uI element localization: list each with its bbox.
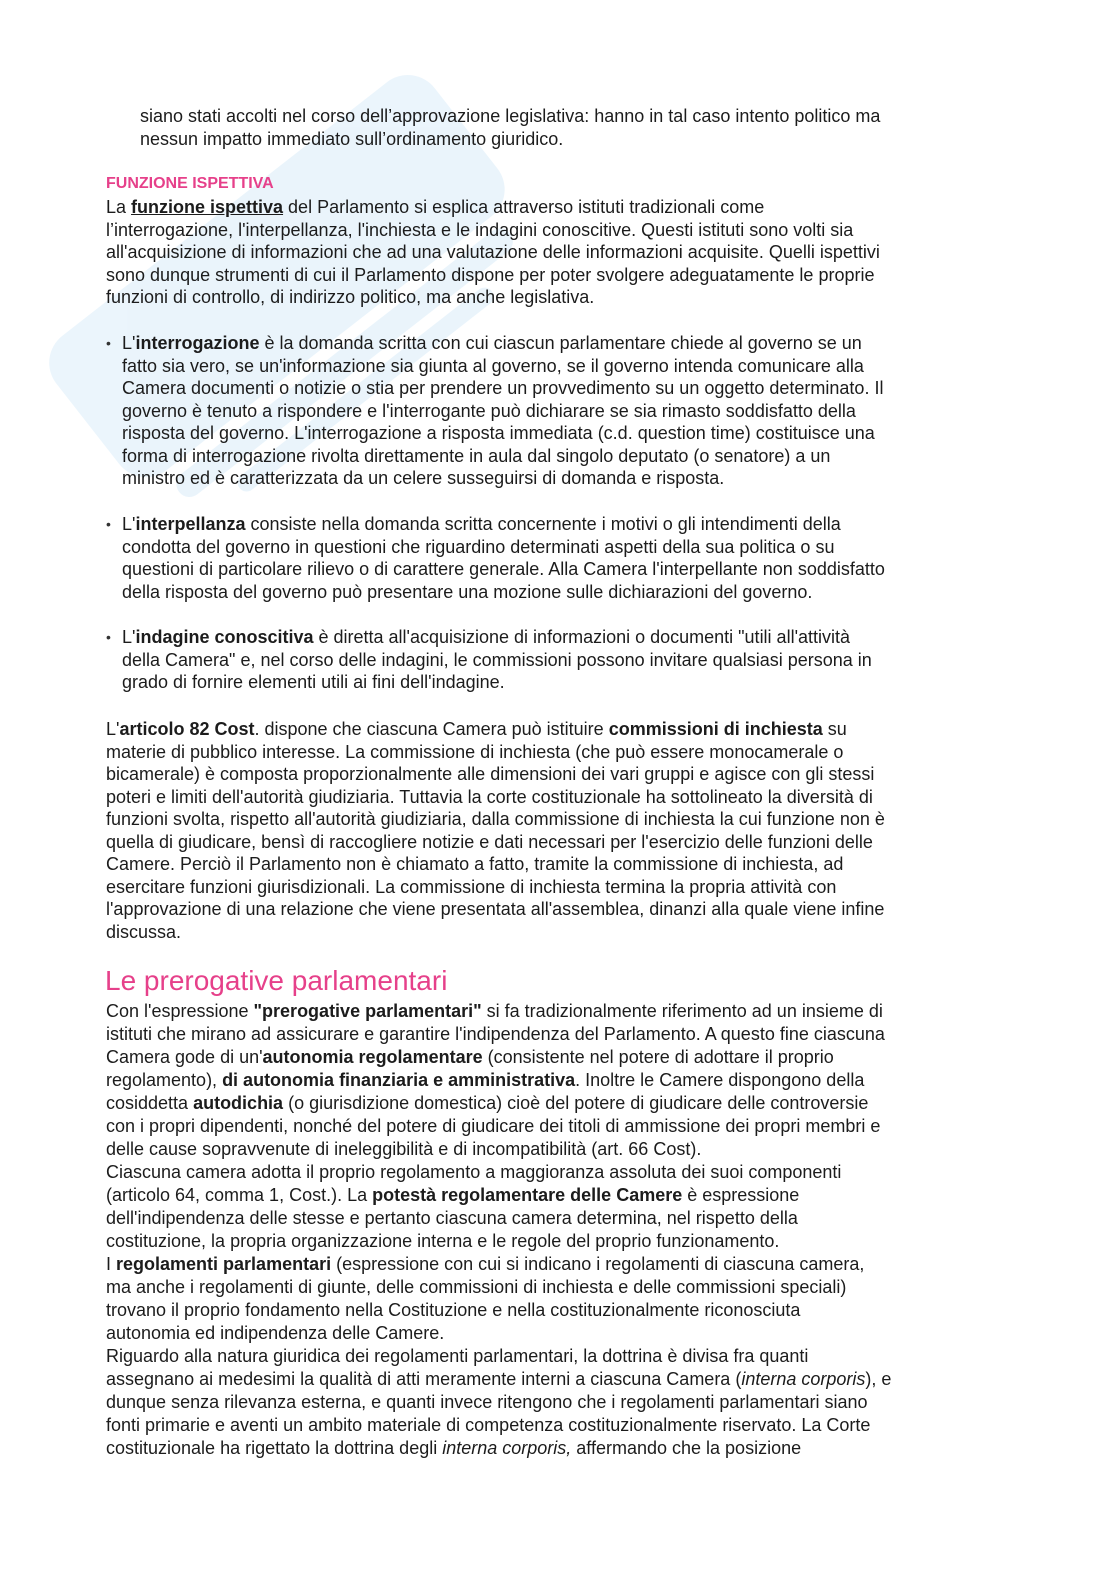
text-run: risposta del governo. L'interrogazione a risposta immediata (c.d. question time) costituisce una [122,423,875,443]
text-run: . Inoltre le Camere dispongono della [575,1070,865,1090]
text-line [140,128,880,151]
text-line [122,355,883,378]
text-line [122,332,883,355]
text-run: ), e [865,1369,892,1389]
text-run: ma anche i regolamenti di giunte, delle commissioni di inchiesta e delle commissioni speciali) [106,1277,847,1297]
commissioni-inchiesta-paragraph [106,718,885,943]
text-run: sono dunque strumenti di cui il Parlamento dispone per poter svolgere adeguatamente le proprie [106,264,875,285]
text-line [106,1138,891,1161]
text-line [106,1046,891,1069]
text-run: autonomia ed indipendenza delle Camere. [106,1323,445,1343]
text-run: (espressione con cui si indicano i regolamenti di ciascuna camera, [331,1254,865,1274]
bullet-item-indagine-conoscitiva [106,626,872,694]
bold-text: autodichia [193,1093,284,1113]
text-line [106,1069,891,1092]
text-run: discussa. [106,921,182,942]
text-line [106,1299,891,1322]
text-line [122,513,885,536]
text-run: I [106,1254,117,1274]
text-run: quella di giudicare, bensì di raccogliere notizie e dati necessari per l'esercizio delle funzioni delle [106,831,873,852]
text-run: nessun impatto immediato sull’ordinamento giuridico. [140,128,564,149]
text-run: forma di interrogazione rivolta direttamente in aula dal singolo deputato (o senatore) a un [122,445,831,466]
text-line [106,898,885,921]
text-line [106,1253,891,1276]
text-run: fonti primarie e aventi un ambito materiale di competenza costituzionalmente riservato. La Corte [106,1415,871,1435]
bold-text: interpellanza [135,514,246,534]
text-line [106,741,885,764]
text-line [106,718,885,741]
text-run: bicamerale) è composta proporzionalmente alle dimensioni dei vari gruppi e agisce con gli stessi [106,764,875,784]
text-run: cosiddetta [106,1093,194,1113]
text-line [106,219,880,242]
text-line [106,921,885,944]
text-run: dell'indipendenza delle stesse e pertanto ciascuna camera determina, nel rispetto della [106,1208,798,1228]
text-run: consiste nella domanda scritta concernente i motivi o gli intendimenti della [245,514,841,534]
text-line [122,558,885,581]
text-run: Riguardo alla natura giuridica dei regolamenti parlamentari, la dottrina è divisa fra quanti [106,1346,809,1366]
text-run: assegnano ai medesimi la qualità di atti meramente interni a ciascuna Camera ( [106,1369,742,1389]
text-line [122,581,885,604]
bold-text: articolo 82 Cost [119,719,255,739]
bullet-item-interrogazione [106,332,884,490]
text-run: del Parlamento si esplica attraverso istituti tradizionali come [283,197,765,217]
text-run: L' [122,514,136,534]
text-line [122,467,883,490]
text-line [106,1184,891,1207]
text-run: trovano il proprio fondamento nella Costituzione e nella costituzionalmente riconosciuta [106,1300,801,1320]
text-line [106,1161,891,1184]
bold-text: "prerogative parlamentari" [253,1001,482,1021]
text-line [106,1368,891,1391]
text-line [106,1276,891,1299]
text-run: Camera gode di un' [106,1047,263,1067]
bold-text: indagine conoscitiva [135,627,314,647]
text-run: (consistente nel potere di adottare il proprio [482,1047,834,1067]
text-run: è espressione [682,1185,800,1205]
text-run: l’interrogazione, l'interpellanza, l'inchiesta e le indagini conoscitive. Questi istituti sono volti sia [106,219,854,240]
text-run: regolamento), [106,1070,223,1090]
bold-text: regolamenti parlamentari [116,1254,332,1274]
text-line [106,1023,891,1046]
text-line [122,422,883,445]
text-line [106,831,885,854]
text-run: è diretta all'acquisizione di informazioni o documenti "utili all'attività [313,627,851,647]
text-run: (articolo 64, comma 1, Cost.). La [106,1185,373,1205]
text-run: La [106,197,132,217]
text-run: L' [106,719,120,739]
text-line [106,1092,891,1115]
bold-text: interrogazione [135,333,260,353]
text-line [106,763,885,786]
bullet-item-interpellanza [106,513,885,603]
text-line [106,196,880,219]
text-run: Con l'espressione [106,1001,254,1021]
text-run: fatto sia vero, se un'informazione sia giunta al governo, se il governo intenda comunicare alla [122,355,864,376]
text-line [106,1000,891,1023]
section-heading-funzione-ispettiva: FUNZIONE ISPETTIVA [106,175,274,192]
text-run: L' [122,333,136,353]
text-run: su [822,719,847,739]
text-run: della risposta del governo può presentare una mozione sulle dichiarazioni del governo. [122,581,813,602]
text-run: siano stati accolti nel corso dell’approvazione legislativa: hanno in tal caso intento politico ma [140,106,881,126]
text-run: delle cause sopravvenute di ineleggibilità e di incompatibilità (art. 66 Cost). [106,1139,702,1159]
text-line [122,626,872,649]
text-line [106,241,880,264]
bullet-icon: • [106,629,111,645]
text-run: esercitare funzioni giurisdizionali. La commissione di inchiesta termina la propria attività con [106,876,837,897]
bold-text: commissioni di inchiesta [608,719,823,739]
text-line [106,1207,891,1230]
text-run: ministro ed è caratterizzata da un celere susseguirsi di domanda e risposta. [122,468,725,488]
text-run: si fa tradizionalmente riferimento ad un insieme di [481,1001,883,1021]
text-line [106,786,885,809]
text-run: questioni di particolare rilievo o di carattere generale. Alla Camera l'interpellante non soddisfatto [122,559,885,579]
ispettiva-intro-paragraph [106,196,880,309]
text-run: grado di fornire elementi utili ai fini dell'indagine. [122,672,505,692]
text-run: costituzionale ha rigettato la dottrina degli [106,1438,443,1458]
bold-text: autonomia regolamentare [262,1047,483,1067]
text-run: (o giurisdizione domestica) cioè del potere di giudicare delle controversie [283,1093,869,1113]
text-run: governo è tenuto a rispondere e l'interrogante può dichiarare se sia rimasto soddisfatto della [122,400,856,421]
text-line [106,1391,891,1414]
text-line [122,377,883,400]
section-heading-prerogative: Le prerogative parlamentari [105,965,448,996]
text-run: Ciascuna camera adotta il proprio regolamento a maggioranza assoluta dei suoi componenti [106,1162,842,1182]
text-run: all'acquisizione di informazioni che ad una valutazione delle informazioni acquisite. Quelli ispettivi [106,242,880,262]
text-run: Camera documenti o notizie o stia per prendere un provvedimento su un oggetto determinato. Il [122,378,884,398]
text-run: Camere. Perciò il Parlamento non è chiamato a fatto, tramite la commissione di inchiesta, ad [106,854,844,874]
text-run: costituzione, la propria organizzazione interna e le regole del proprio funzionamento. [106,1231,780,1251]
text-run: condotta del governo in questioni che riguardino determinati aspetti della sua politica o su [122,536,835,557]
text-run: L' [122,627,136,647]
text-run: . dispone che ciascuna Camera può istituire [254,719,609,739]
text-line [106,853,885,876]
text-run: funzioni svolta, rispetto all'autorità giudiziaria, dalla commissione di inchiesta la cui funzione non è [106,809,885,829]
text-line [106,264,880,287]
text-line [122,445,883,468]
text-run: l'approvazione di una relazione che viene presentata all'assemblea, dinanzi alla quale viene infine [106,899,885,919]
text-run: è la domanda scritta con cui ciascun parlamentare chiede al governo se un [259,333,862,353]
continuation-paragraph [140,105,880,150]
text-line [106,808,885,831]
text-line [106,1345,891,1368]
text-line [140,105,880,128]
text-line [122,400,883,423]
italic-text: interna corporis, [442,1438,572,1458]
bold-text: potestà regolamentare delle Camere [372,1185,683,1205]
text-run: istituti che mirano ad assicurare e garantire l'indipendenza del Parlamento. A questo fine ciascuna [106,1024,885,1044]
text-line [106,1414,891,1437]
text-line [106,1230,891,1253]
text-line [106,1115,891,1138]
text-line [106,1437,891,1460]
bold-underline-text: funzione ispettiva [131,197,284,217]
bullet-icon: • [106,335,111,351]
text-run: dunque senza rilevanza esterna, e quanti invece ritengono che i regolamenti parlamentari siano [106,1392,868,1412]
text-line [106,286,880,309]
text-run: affermando che la posizione [571,1438,802,1458]
text-line [106,876,885,899]
text-line [122,671,872,694]
bold-text: di autonomia finanziaria e amministrativa [222,1070,576,1090]
text-run: poteri e limiti dell'autorità giudiziaria. Tuttavia la corte costituzionale ha sottolineato la diversità di [106,786,873,807]
text-line [122,536,885,559]
text-run: funzioni di controllo, di indirizzo politico, ma anche legislativa. [106,287,595,307]
prerogative-paragraph [106,1000,891,1460]
text-run: con i propri dipendenti, nonché del potere di giudicare dei titoli di ammissione dei propri membri e [106,1116,881,1136]
text-run: della Camera" e, nel corso delle indagini, le commissioni possono invitare qualsiasi persona in [122,649,872,670]
text-line [106,1322,891,1345]
text-run: materie di pubblico interesse. La commissione di inchiesta (che può essere monocamerale o [106,741,844,762]
bullet-icon: • [106,516,111,532]
text-line [122,649,872,672]
italic-text: interna corporis [741,1369,866,1389]
